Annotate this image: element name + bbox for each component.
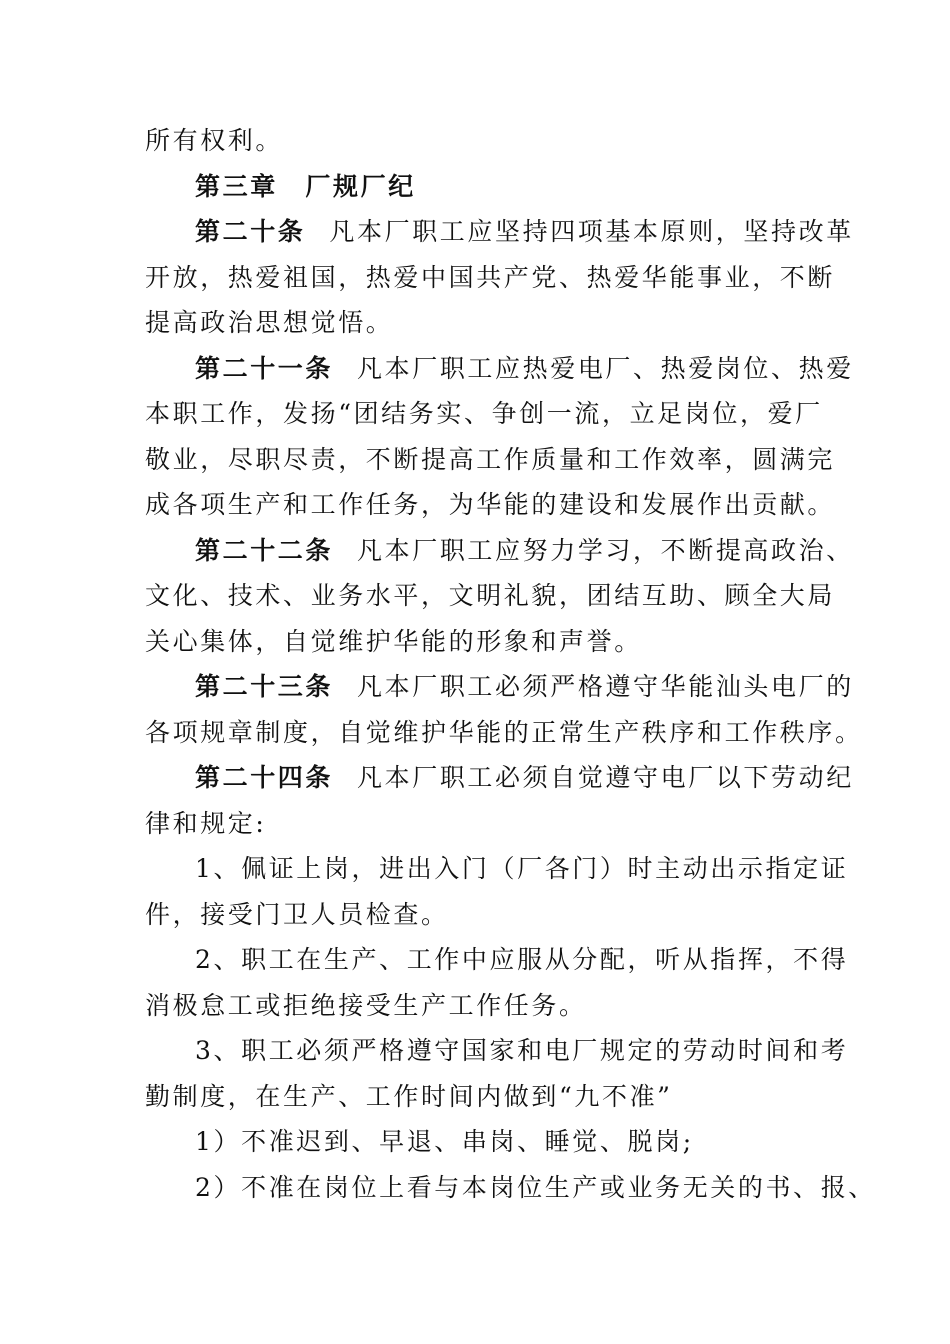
article-label: 第二十二条: [195, 535, 334, 565]
article-label: 第二十三条: [195, 672, 334, 701]
chapter-heading: 第三章 厂规厂纪: [195, 171, 416, 201]
article-text: 凡本厂职工应努力学习，不断提高政治、: [357, 535, 854, 565]
text-line: 成各项生产和工作任务，为华能的建设和发展作出贡献。: [145, 490, 836, 519]
article-text: 凡本厂职工必须自觉遵守电厂以下劳动纪: [357, 763, 854, 792]
list-item: 2、职工在生产、工作中应服从分配，听从指挥，不得: [195, 945, 849, 974]
article-line: [145, 755, 854, 801]
article-label: 第二十四条: [195, 763, 334, 792]
article-line: [145, 209, 854, 255]
text-line: 件，接受门卫人员检查。: [145, 899, 449, 929]
text-line: 文化、技术、业务水平，文明礼貌，团结互助、顾全大局: [145, 581, 836, 610]
text-line: 律和规定:: [145, 808, 267, 838]
text-line: 消极怠工或拒绝接受生产工作任务。: [145, 990, 587, 1020]
text-line: 开放，热爱祖国，热爱中国共产党、热爱华能事业，不断: [145, 262, 836, 292]
text-line: 关心集体，自觉维护华能的形象和声誉。: [145, 626, 642, 656]
article-line: [145, 346, 854, 392]
sub-list-item: 2）不准在岗位上看与本岗位生产或业务无关的书、报、: [195, 1172, 876, 1202]
article-text: 凡本厂职工必须严格遵守华能汕头电厂的: [357, 672, 854, 701]
article-text: 凡本厂职工应坚持四项基本原则，坚持改革: [329, 217, 854, 246]
article-label: 第二十条: [195, 217, 306, 246]
list-item: 1、佩证上岗，进出入门（厂各门）时主动出示指定证: [195, 854, 849, 883]
article-label: 第二十一条: [195, 353, 334, 383]
text-line: 敬业，尽职尽责，不断提高工作质量和工作效率，圆满完: [145, 444, 836, 474]
text-line: 勤制度，在生产、工作时间内做到“九不准”: [145, 1081, 673, 1111]
document-page: [145, 118, 876, 1210]
article-line: [145, 528, 854, 574]
text-line: 各项规章制度，自觉维护华能的正常生产秩序和工作秩序。: [145, 717, 863, 747]
article-line: [145, 664, 854, 710]
text-line: 所有权利。: [145, 126, 284, 155]
article-text: 凡本厂职工应热爱电厂、热爱岗位、热爱: [357, 353, 854, 383]
list-item: 3、职工必须严格遵守国家和电厂规定的劳动时间和考: [195, 1036, 849, 1065]
text-line: 本职工作，发扬“团结务实、争创一流，立足岗位，爱厂: [145, 399, 823, 428]
text-line: 提高政治思想觉悟。: [145, 308, 394, 337]
sub-list-item: 1）不准迟到、早退、串岗、睡觉、脱岗;: [195, 1127, 694, 1156]
